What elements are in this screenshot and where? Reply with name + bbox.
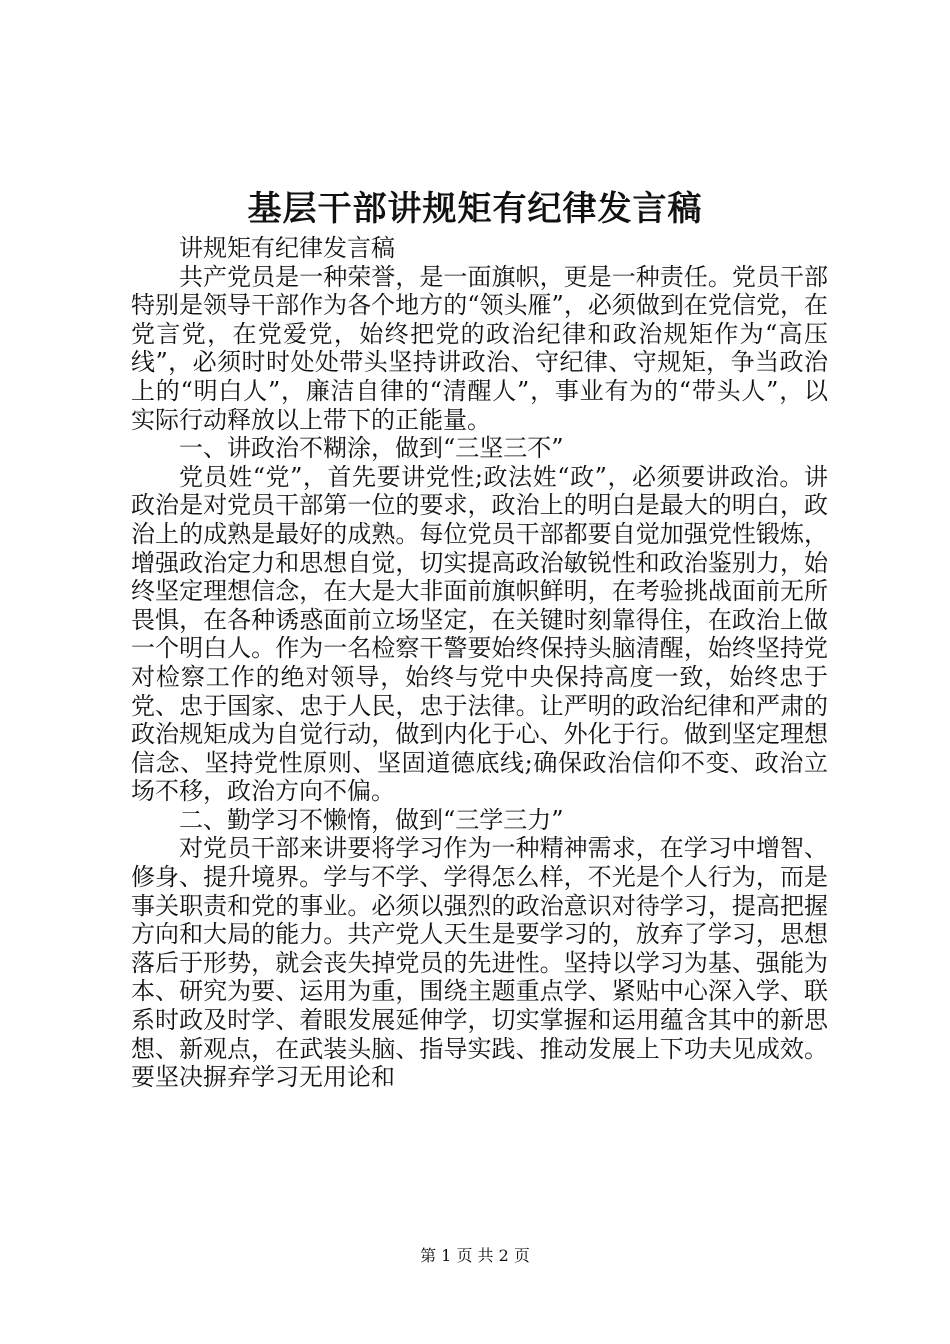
- paragraph-section-1: 党员姓“党”，首先要讲党性;政法姓“政”，必须要讲政治。讲政治是对党员干部第一位的要求，政治上的明白是最大的明白，政治上的成熟是最好的成熟。每位党员干部都要自觉加强党性锻炼，增强政治定力和思想自觉，切实提高政治敏锐性和政治鉴别力，始终坚定理想信念，在大是大非面前旗帜鲜明，在考验挑战面前无所畏惧，在各种诱惑面前立场坚定，在关键时刻靠得住，在政治上做一个明白人。作为一名检察干警要始终保持头脑清醒，始终坚持党对检察工作的绝对领导，始终与党中央保持高度一致，始终忠于党、忠于国家、忠于人民，忠于法律。让严明的政治纪律和严肃的政治规矩成为自觉行动，做到内化于心、外化于行。做到坚定理想信念、坚持党性原则、坚固道德底线;确保政治信仰不变、政治立场不移，政治方向不偏。: [131, 462, 828, 806]
- paragraph-subtitle: 讲规矩有纪律发言稿: [179, 234, 395, 262]
- document-title: 基层干部讲规矩有纪律发言稿: [247, 189, 703, 229]
- section-heading-1: 一、讲政治不糊涂，做到“三坚三不”: [179, 434, 564, 463]
- page-indicator: 第 1 页 共 2 页: [420, 1246, 530, 1265]
- paragraph-section-2: 对党员干部来讲要将学习作为一种精神需求，在学习中增智、修身、提升境界。学与不学、学得怎么样，不光是个人行为，而是事关职责和党的事业。必须以强烈的政治意识对待学习，提高把握方向和大局的能力。共产党人天生是要学习的，放弃了学习，思想落后于形势，就会丧失掉党员的先进性。坚持以学习为基、强能为本、研究为要、运用为重，围绕主题重点学、紧贴中心深入学、联系时政及时学、着眼发展延伸学，切实掌握和运用蕴含其中的新思想、新观点，在武装头脑、指导实践、推动发展上下功夫见成效。要坚决摒弃学习无用论和: [131, 834, 828, 1092]
- document-body: [131, 234, 828, 1092]
- section-heading-2: 二、勤学习不懒惰，做到“三学三力”: [179, 805, 564, 834]
- page-footer: [0, 1246, 950, 1266]
- paragraph-intro: 共产党员是一种荣誉，是一面旗帜，更是一种责任。党员干部特别是领导干部作为各个地方的“领头雁”，必须做到在党信党，在党言党，在党爱党，始终把党的政治纪律和政治规矩作为“高压线”，必须时时处处带头坚持讲政治、守纪律、守规矩，争当政治上的“明白人”，廉洁自律的“清醒人”，事业有为的“带头人”，以实际行动释放以上带下的正能量。: [131, 262, 828, 434]
